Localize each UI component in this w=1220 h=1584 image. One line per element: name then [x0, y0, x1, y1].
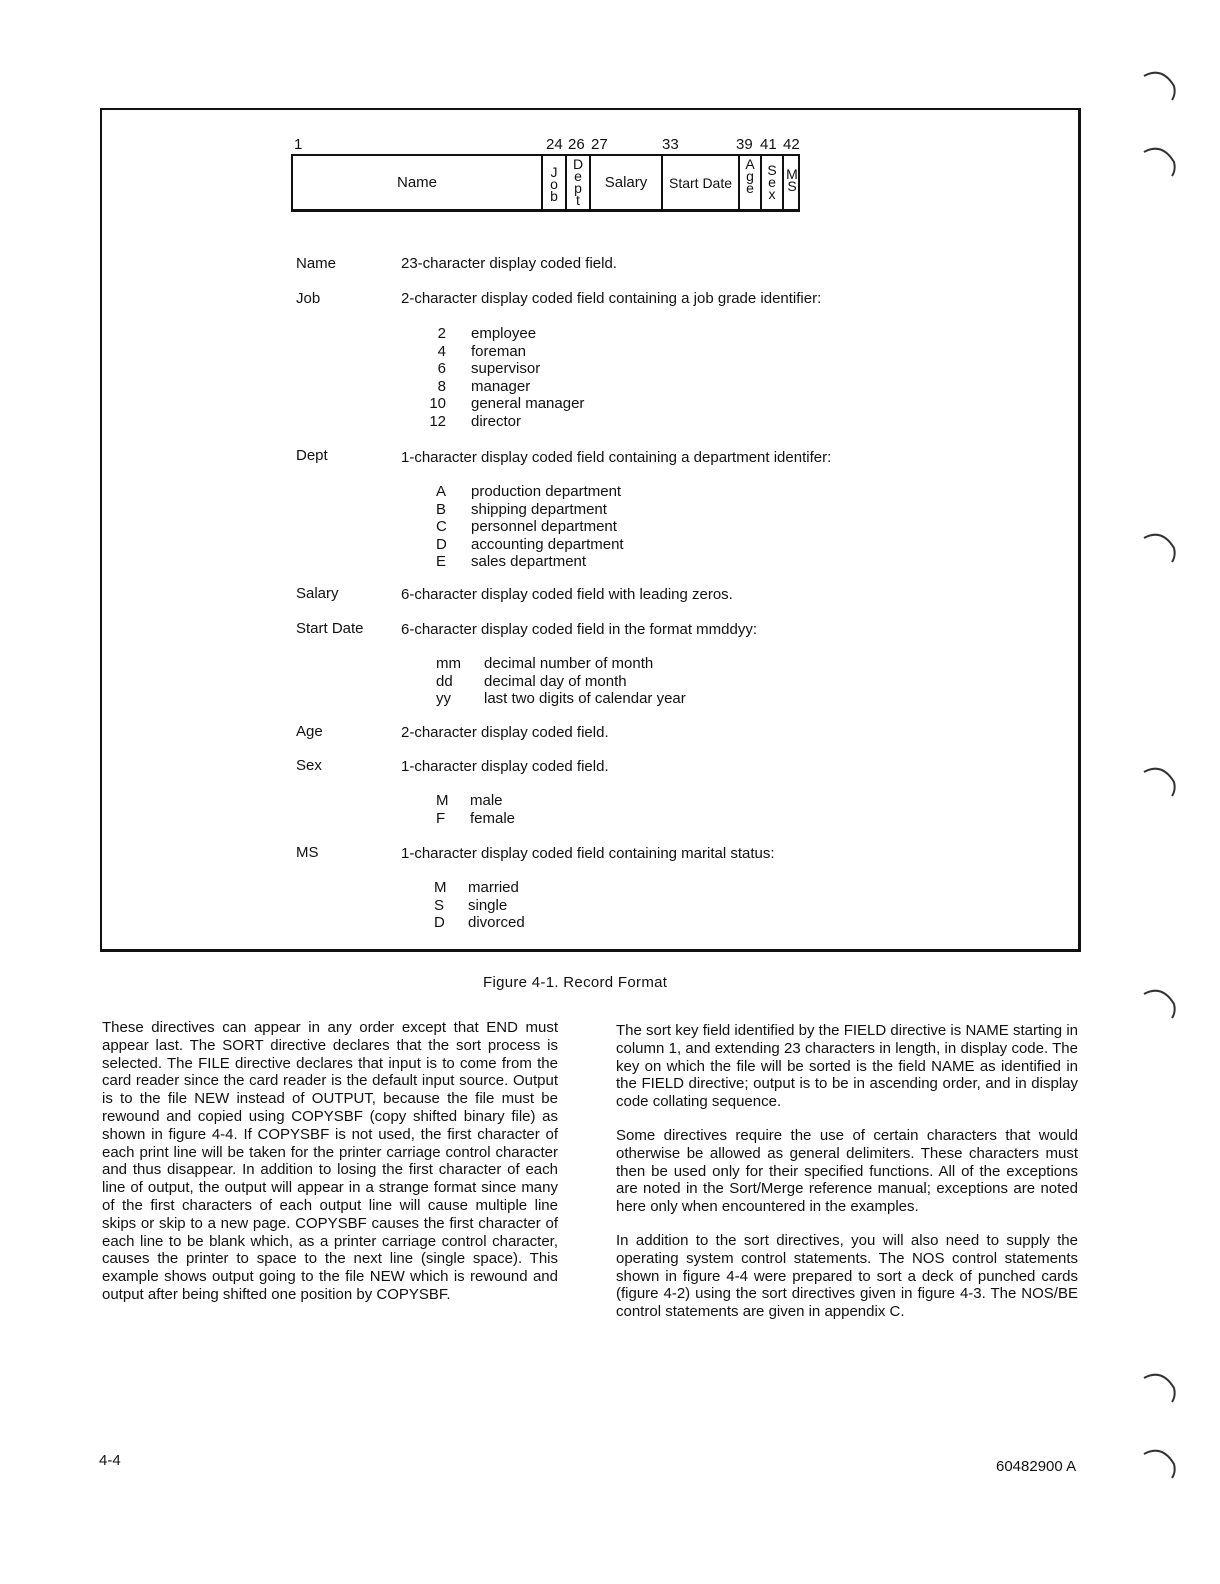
def-label-start-date: Start Date [296, 620, 364, 637]
paragraph: The sort key field identified by the FIELD directive is NAME starting in column 1, and extending 23 characters in length, in display code. The key on which the file will be sorted is the field NAME as identified in the FIELD directive; output is to be in ascending order, and in display code collating sequence. [616, 1022, 1078, 1111]
page-number: 4-4 [99, 1452, 121, 1469]
field-job-letter: o [550, 176, 558, 192]
list-item: F female [436, 809, 516, 827]
list-item: D accounting department [436, 535, 624, 553]
field-salary-label: Salary [604, 174, 648, 191]
list-item: 12 director [429, 412, 522, 430]
field-sex-letter: x [768, 186, 776, 202]
punch-hole-icon [1140, 68, 1178, 102]
field-dept-letter: D [572, 156, 584, 172]
punch-hole-icon [1140, 1446, 1178, 1480]
list-item: mm decimal number of month [436, 655, 654, 672]
body-left-column [102, 1019, 558, 1320]
list-item: C personnel department [436, 518, 617, 536]
def-label-name: Name [296, 255, 337, 272]
field-salary-cell [589, 156, 661, 209]
list-item: 8 manager [437, 377, 531, 395]
field-ms-letter: S [787, 178, 797, 194]
def-desc-job: 2-character display coded field containing a job grade identifier: [401, 290, 822, 307]
column-number: 39 [736, 136, 753, 153]
def-desc-start-date: 6-character display coded field in the format mmddyy: [401, 621, 757, 638]
def-label-ms: MS [296, 844, 319, 861]
punch-hole-icon [1140, 530, 1178, 564]
column-number: 26 [568, 136, 585, 153]
def-label-job: Job [296, 290, 321, 307]
field-age-letter: A [745, 156, 755, 172]
field-sex-letter: S [767, 162, 777, 178]
field-age-cell [738, 156, 760, 209]
column-number: 1 [294, 136, 303, 153]
punch-hole-icon [1140, 144, 1178, 178]
def-desc-age: 2-character display coded field. [401, 724, 609, 741]
field-start-date-cell [661, 156, 738, 209]
list-item: M male [436, 792, 503, 809]
ms-values-list [434, 879, 525, 932]
column-number: 27 [591, 136, 608, 153]
paragraph: Some directives require the use of certain characters that would otherwise be allowed as general delimiters. These characters must then be used only for their specified functions. All of the exceptions are noted in the Sort/Merge reference manual; exceptions are noted here only when encountered in the examples. [616, 1126, 1078, 1216]
punch-hole-icon [1140, 986, 1178, 1020]
field-ms-cell [782, 156, 800, 209]
field-sex-cell [760, 156, 782, 209]
column-number: 41 [760, 136, 777, 153]
def-label-dept: Dept [296, 447, 328, 464]
field-dept-letter: e [574, 168, 582, 184]
def-desc-name: 23-character display coded field. [401, 255, 617, 272]
list-item: yy last two digits of calendar year [436, 690, 686, 708]
paragraph: These directives can appear in any order except that END must appear last. The SORT directive declares that the sort process is selected. The FILE directive declares that input is to come from the card reader since the card reader is the default input source. Output is to the file NEW instead of OUTPUT, because the file must be rewound and copied using COPYSBF (copy shifted binary file) as shown in figure 4-4. If COPYSBF is not used, the first character of each print line will be taken for the printer carriage control character and thus disappear. In addition to losing the first character of each line of output, the output will appear in a strange format since many of the first characters of each output line will cause multiple line skips or skip to a new page. COPYSBF causes the first character of each line to be blank which, as a printer carriage control character, causes the printer to space to the next line (single space). This example shows output going to the file NEW which is rewound and output after being shifted one position by COPYSBF. [102, 1019, 558, 1303]
field-dept-letter: t [576, 192, 580, 208]
def-desc-dept: 1-character display coded field containing a department identifer: [401, 449, 832, 466]
sex-values-list [436, 792, 515, 827]
list-item: S single [434, 896, 508, 914]
field-age-letter: g [746, 168, 754, 184]
list-item: 2 employee [437, 325, 537, 342]
def-desc-ms: 1-character display coded field containing marital status: [401, 845, 775, 862]
document-number: 60482900 A [996, 1458, 1077, 1475]
field-name-label: Name [396, 174, 437, 191]
column-number: 24 [546, 136, 563, 153]
field-job-cell [541, 156, 565, 209]
list-item: 6 supervisor [437, 360, 541, 378]
body-right-column [616, 1022, 1078, 1337]
field-dept-letter: p [574, 180, 582, 196]
field-dept-cell [565, 156, 589, 209]
def-label-sex: Sex [296, 757, 322, 774]
field-job-letter: J [550, 164, 558, 180]
start-date-values-list [436, 655, 686, 708]
def-label-salary: Salary [296, 585, 339, 602]
column-number: 42 [783, 136, 800, 153]
list-item: E sales department [436, 553, 587, 571]
job-values-list [424, 325, 584, 431]
punch-hole-icon [1140, 764, 1178, 798]
record-layout-strip [291, 154, 800, 212]
punch-hole-icon [1140, 1370, 1178, 1404]
list-item: dd decimal day of month [436, 672, 627, 690]
def-desc-salary: 6-character display coded field with leading zeros. [401, 586, 733, 603]
list-item: M married [434, 879, 519, 896]
list-item: A production department [436, 483, 622, 500]
field-age-letter: e [746, 180, 754, 196]
list-item: B shipping department [436, 500, 607, 518]
column-number: 33 [662, 136, 679, 153]
dept-values-list [436, 483, 624, 571]
figure-caption: Figure 4-1. Record Format [483, 974, 668, 991]
def-label-age: Age [296, 723, 323, 740]
field-sex-letter: e [768, 174, 776, 190]
field-start-date-label: Start Date [668, 174, 733, 191]
list-item: 4 foreman [437, 342, 527, 360]
list-item: D divorced [434, 914, 525, 932]
paragraph: In addition to the sort directives, you will also need to supply the operating system control statements. The NOS control statements shown in figure 4-4 were prepared to sort a deck of punched cards (figure 4-2) using the sort directives given in figure 4-3. The NOS/BE control statements are given in appendix C. [616, 1231, 1078, 1321]
field-name-cell [293, 156, 541, 209]
field-job-letter: b [550, 188, 558, 204]
def-desc-sex: 1-character display coded field. [401, 758, 609, 775]
list-item: 10 general manager [429, 395, 585, 413]
field-ms-letter: M [786, 166, 798, 182]
